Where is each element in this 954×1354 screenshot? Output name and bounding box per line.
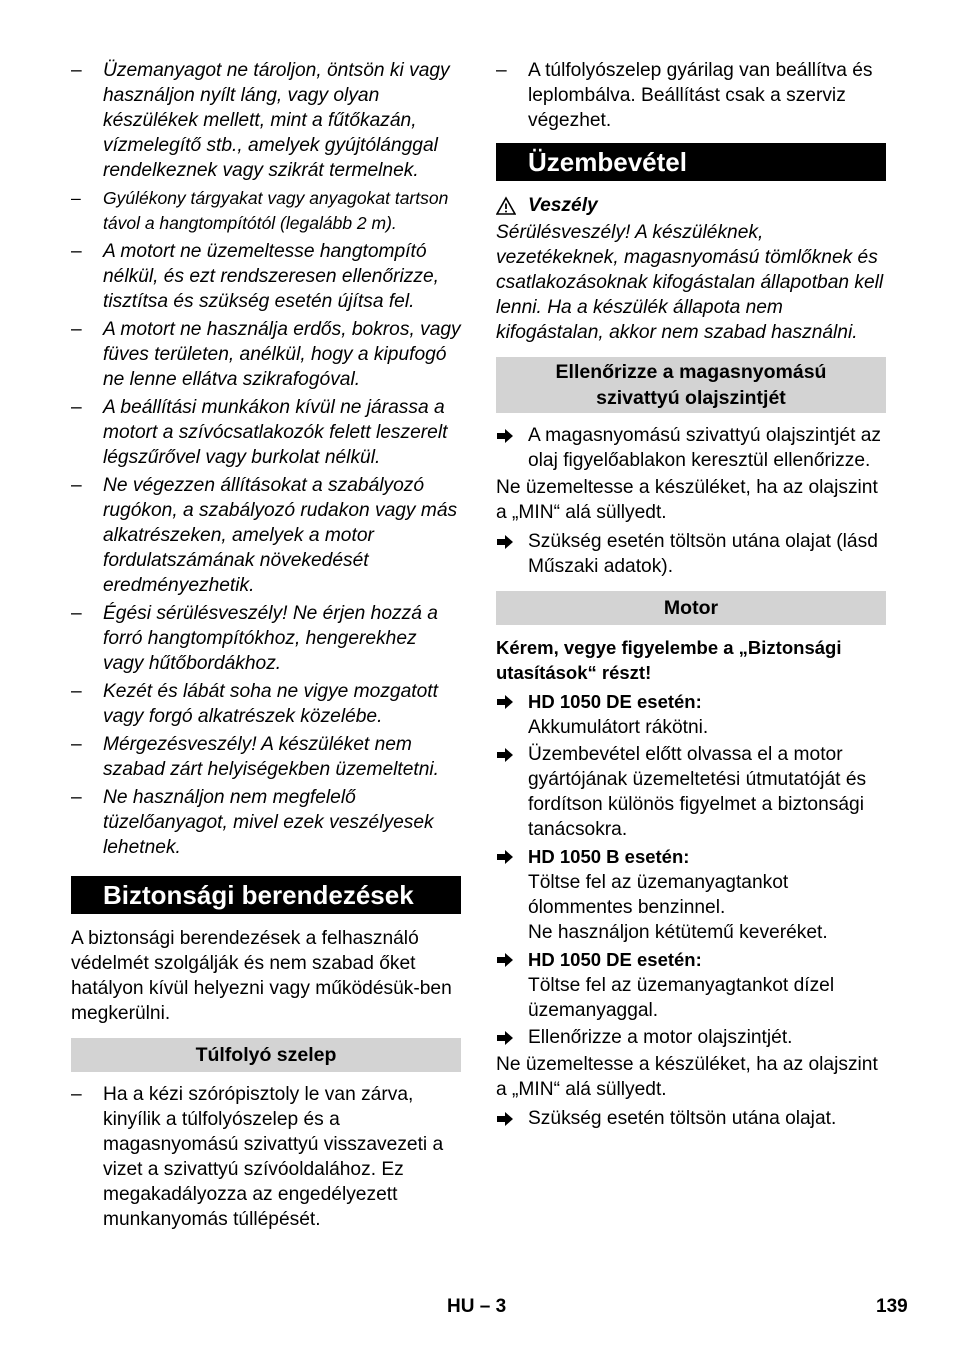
section-title-safety-devices: Biztonsági berendezések [71,876,461,914]
arrow-right-icon [496,694,514,710]
step-item: Ellenőrizze a motor olajszintjét. [496,1025,886,1050]
step-item: A magasnyomású szivattyú olajszintjét az olaj figyelőablakon keresztül ellenőrizze. [496,423,886,473]
arrow-right-icon [496,428,514,444]
arrow-right-icon [496,849,514,865]
arrow-right-icon [496,952,514,968]
danger-label: Veszély [528,195,598,216]
pump-oil-steps [496,423,886,473]
step-item: Üzembevétel előtt olvassa el a motor gyártójának üzemeltetési útmutatóját és fordítson különös figyelmet a biztonsági tanácsokra. [496,742,886,842]
list-item: – Kezét és lábát soha ne vigye mozgatott vagy forgó alkatrészek közelébe. [71,681,438,727]
overflow-valve-list [71,1082,461,1232]
step-item: HD 1050 DE esetén: Töltse fel az üzemanyagtankot dízel üzemanyaggal. [496,947,886,1023]
list-item: – Ha a kézi szórópisztoly le van zárva, kinyílik a túlfolyószelep és a magasnyomású szivattyú visszavezeti a vizet a szivattyú szívóoldalához. Ez megakadályozza az engedélyezett munkanyomás túllépését. [71,1084,444,1230]
arrow-right-icon [496,1030,514,1046]
arrow-right-icon [496,747,514,763]
safety-devices-text: A biztonsági berendezések a felhasználó védelmét szolgálják és nem szabad őket hatályon kívül helyezni vagy működésük-ben megkerülni. [71,928,452,1024]
motor-safety-note: Kérem, vegye figyelembe a „Biztonsági utasítások“ részt! [496,637,842,683]
subsection-title-overflow-valve: Túlfolyó szelep [71,1038,461,1072]
overflow-valve-list-continued [496,58,886,133]
subsection-title-motor: Motor [496,591,886,625]
pump-oil-steps-2 [496,529,886,579]
step-item: Szükség esetén töltsön utána olajat. [496,1106,886,1131]
arrow-right-icon [496,1111,514,1127]
right-column [496,58,886,1133]
subsection-title-pump-oil: Ellenőrizze a magasnyomású szivattyú olajszintjét [496,357,886,413]
arrow-right-icon [496,534,514,550]
list-item: – A túlfolyószelep gyárilag van beállítva és leplombálva. Beállítást csak a szerviz végezhet. [496,60,873,131]
step-item: HD 1050 B esetén: Töltse fel az üzemanyagtankot ólommentes benzinnel. Ne használjon kétütemű keveréket. [496,844,886,945]
list-item: – A motort ne használja erdős, bokros, vagy füves területen, anélkül, hogy a kipufogó ne lenne ellátva szikrafogóval. [71,319,461,390]
safety-warnings-list [71,58,461,860]
warning-triangle-icon [496,196,516,216]
step-item: HD 1050 DE esetén: Akkumulátort rákötni. [496,689,886,740]
step-item: Szükség esetén töltsön utána olajat (lásd Műszaki adatok). [496,529,886,579]
motor-steps [496,689,886,1050]
danger-heading [496,193,886,218]
footer-section-label: HU – 3 [447,1296,507,1317]
section-title-startup: Üzembevétel [496,143,886,181]
list-item: – Gyúlékony tárgyakat vagy anyagokat tartson távol a hangtompítótól (legalább 2 m). [71,188,449,233]
left-column [71,58,461,1232]
danger-text: Sérülésveszély! A készüléknek, vezetékeknek, magasnyomású tömlőknek és csatlakozásoknak kifogástalan állapotban kell lenni. Ha a készülék állapota nem kifogástalan, akkor nem szabad használni. [496,222,884,343]
list-item: – Ne használjon nem megfelelő tüzelőanyagot, mivel ezek veszélyesek lehetnek. [71,787,434,858]
motor-steps-2 [496,1106,886,1131]
motor-oil-level-note: Ne üzemeltesse a készüléket, ha az olajszint a „MIN“ alá süllyedt. [496,1054,878,1100]
list-item: – A motort ne üzemeltesse hangtompító nélkül, és ezt rendszeresen ellenőrizze, tisztítsa és szükség esetén újítsa fel. [71,241,439,312]
list-item: – Ne végezzen állításokat a szabályozó rugókon, a szabályozó rudakon vagy más alkatrészeken, amelyek a motor fordulatszámának növekedését eredményezhetik. [71,475,458,596]
page-number: 139 [876,1296,908,1317]
list-item: – Üzemanyagot ne tároljon, öntsön ki vagy használjon nyílt láng, vagy olyan készülékek mellett, mint a fűtőkazán, vízmelegítő stb., amelyek gyújtólánggal rendelkeznek vagy szikrát termelnek. [71,60,450,181]
list-item: – Mérgezésveszély! A készüléket nem szabad zárt helyiségekben üzemeltetni. [71,734,439,780]
oil-level-note: Ne üzemeltesse a készüléket, ha az olajszint a „MIN“ alá süllyedt. [496,477,878,523]
list-item: – A beállítási munkákon kívül ne járassa a motort a szívócsatlakozók felett leszerelt légszűrővel vagy burkolat nélkül. [71,397,448,468]
list-item: – Égési sérülésveszély! Ne érjen hozzá a forró hangtompítókhoz, hengerekhez vagy hűtőbordákhoz. [71,603,438,674]
